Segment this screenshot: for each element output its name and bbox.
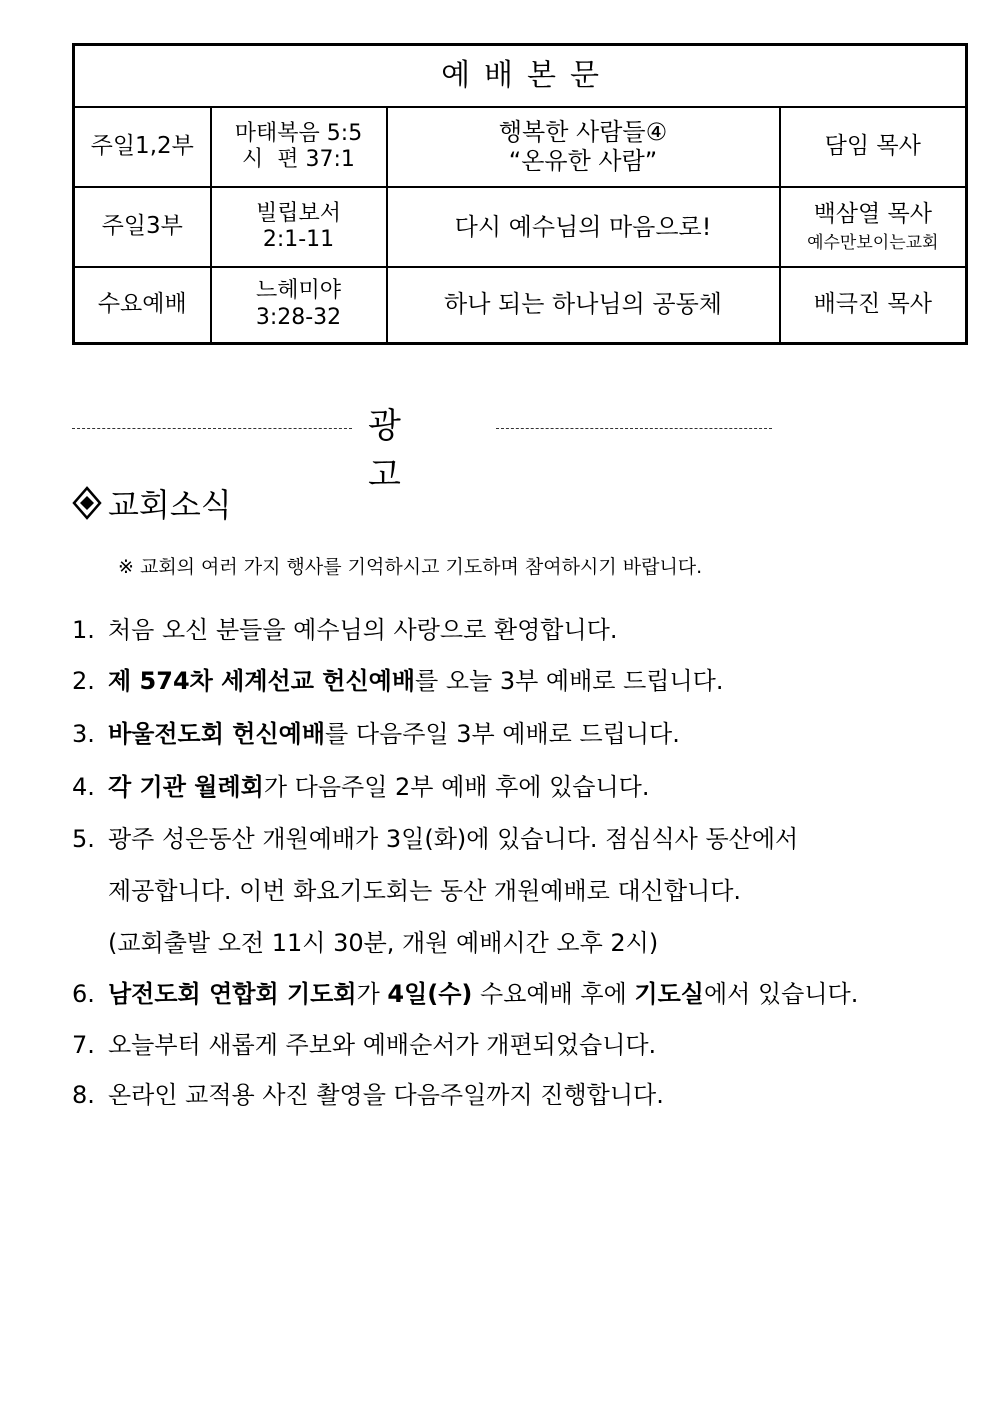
church-news-title: 교회소식 xyxy=(108,486,232,524)
announcement-item xyxy=(72,664,858,698)
preacher xyxy=(780,107,967,187)
service-name: 수요예배 xyxy=(74,267,211,343)
item-number: 2. xyxy=(72,667,95,695)
preacher xyxy=(780,267,967,343)
item-number: 6. xyxy=(72,980,95,1008)
announcements-title: 광고 xyxy=(368,406,435,495)
preacher-name: 백삼열 목사 xyxy=(813,201,932,227)
church-news-note: ※ 교회의 여러 가지 행사를 기억하시고 기도하며 참여하시기 바랍니다. xyxy=(118,556,703,578)
highlighted-text: 각 기관 월례회 xyxy=(108,773,264,801)
sermon-row-2 xyxy=(74,187,967,267)
item-number: 1. xyxy=(72,616,95,644)
preacher-name: 배극진 목사 xyxy=(813,290,932,317)
item-text: 광주 성은동산 개원예배가 3일(화)에 있습니다. 점심식사 동산에서 xyxy=(108,825,799,853)
item-number: 5. xyxy=(72,825,95,853)
highlighted-text: 4일(수) xyxy=(387,980,473,1008)
item-continuation: 제공합니다. 이번 화요기도회는 동산 개원예배로 대신합니다. xyxy=(108,877,742,905)
sermon-row-1 xyxy=(74,107,967,187)
church-news-heading xyxy=(72,480,232,526)
preacher-church: 예수만보이는교회 xyxy=(807,232,939,253)
sermon-row-3 xyxy=(74,267,967,343)
scripture-reference xyxy=(211,187,387,267)
item-text: 를 다음주일 3부 예배로 드립니다. xyxy=(325,720,680,748)
sermon-title xyxy=(387,267,780,343)
highlighted-text: 제 574차 세계선교 헌신예배 xyxy=(108,667,416,695)
dashed-divider-right xyxy=(496,428,772,429)
sermon-title xyxy=(387,187,780,267)
reference-line: 빌립보서 xyxy=(255,200,341,226)
diamond-bullet-icon xyxy=(72,486,102,520)
item-text: 처음 오신 분들을 예수님의 사랑으로 환영합니다. xyxy=(108,616,618,644)
preacher xyxy=(780,187,967,267)
dashed-divider-left xyxy=(72,428,352,429)
service-name: 주일3부 xyxy=(74,187,211,267)
title-line: “온유한 사람” xyxy=(508,147,658,175)
announcement-item xyxy=(72,1028,858,1062)
item-text: 온라인 교적용 사진 촬영을 다음주일까지 진행합니다. xyxy=(108,1081,664,1109)
item-number: 3. xyxy=(72,720,95,748)
scripture-reference xyxy=(211,107,387,187)
announcement-item xyxy=(72,717,858,751)
reference-line: 느헤미야 xyxy=(255,278,341,304)
service-name: 주일1,2부 xyxy=(74,107,211,187)
item-number: 4. xyxy=(72,773,95,801)
item-text: 에서 있습니다. xyxy=(703,980,859,1008)
item-text: 가 다음주일 2부 예배 후에 있습니다. xyxy=(263,773,650,801)
title-line: 행복한 사람들④ xyxy=(498,118,668,147)
announcement-item xyxy=(72,770,858,804)
reference-line: 3:28-32 xyxy=(255,304,342,330)
reference-line: 마태복음 5:5 xyxy=(234,120,363,146)
highlighted-text: 남전도회 연합회 기도회 xyxy=(108,980,357,1008)
highlighted-text: 기도실 xyxy=(634,980,704,1008)
reference-line: 시 편 37:1 xyxy=(242,147,355,172)
announcement-list xyxy=(72,613,858,1112)
announcement-item xyxy=(72,613,858,647)
item-text: 가 xyxy=(356,980,388,1008)
item-text: 수요예배 후에 xyxy=(472,980,635,1008)
sermon-title xyxy=(387,107,780,187)
item-continuation: (교회출발 오전 11시 30분, 개원 예배시간 오후 2시) xyxy=(108,929,659,957)
title-line: 다시 예수님의 마음으로! xyxy=(454,212,712,241)
highlighted-text: 바울전도회 헌신예배 xyxy=(108,720,326,748)
item-number: 8. xyxy=(72,1081,95,1109)
preacher-name: 담임 목사 xyxy=(824,133,921,160)
announcement-item xyxy=(72,1078,858,1112)
sermon-table xyxy=(72,43,968,345)
reference-line: 2:1-11 xyxy=(262,227,335,252)
title-line: 하나 되는 하나님의 공동체 xyxy=(444,290,722,319)
sermon-header: 예배본문 xyxy=(74,45,967,108)
scripture-reference xyxy=(211,267,387,343)
item-number: 7. xyxy=(72,1031,95,1059)
item-text: 를 오늘 3부 예배로 드립니다. xyxy=(415,667,724,695)
item-text: 오늘부터 새롭게 주보와 예배순서가 개편되었습니다. xyxy=(108,1031,657,1059)
announcement-item xyxy=(72,977,858,1011)
announcements-heading xyxy=(72,398,772,495)
announcement-item xyxy=(72,822,858,960)
